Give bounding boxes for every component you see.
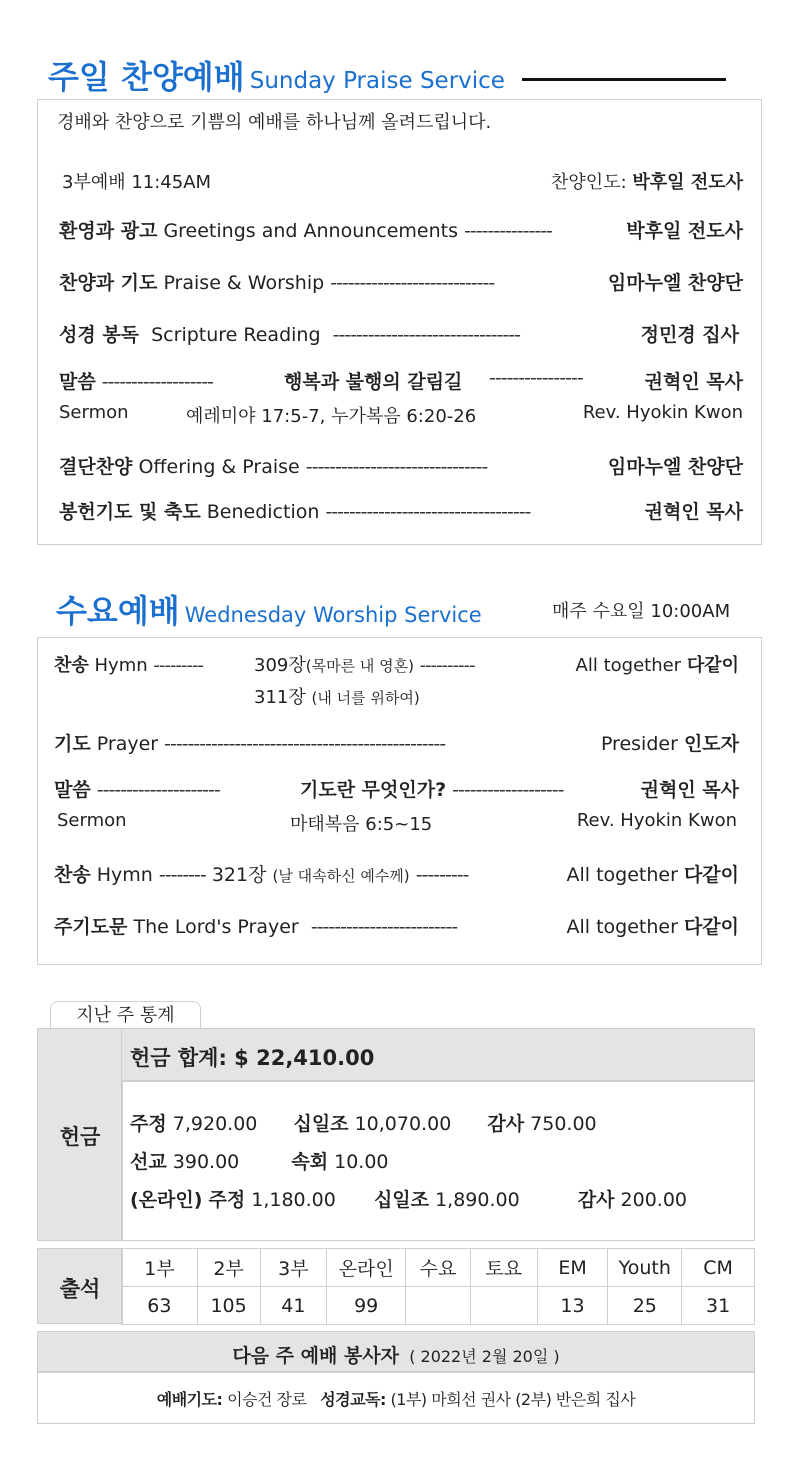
- leader-dashes: ----------------------------: [330, 272, 495, 294]
- offering-block: [37, 1028, 755, 1241]
- item-ko: 성경 봉독: [59, 324, 140, 346]
- hymn-name-2: (내 너를 위하여): [311, 689, 420, 707]
- sermon-row: [38, 367, 761, 397]
- wednesday-title: [56, 586, 482, 632]
- hymn-name: (목마른 내 영혼): [305, 657, 414, 675]
- title-rule: [522, 78, 726, 81]
- offering-value: 750.00: [530, 1113, 597, 1135]
- attendance-value: 105: [197, 1287, 260, 1325]
- order-item: [38, 452, 761, 482]
- item-ko: 찬양과 기도: [59, 272, 158, 294]
- item-ko: 환영과 광고: [59, 220, 158, 242]
- next-week-block: [37, 1331, 755, 1424]
- wed-sermon-passage: 마태복음 6:5~15: [290, 814, 433, 835]
- hymn-dashes-2: ----------: [419, 655, 475, 676]
- wednesday-title-en: Wednesday Worship Service: [184, 603, 482, 627]
- attendance-header: Youth: [608, 1249, 682, 1287]
- sermon-dashes-1: -------------------: [101, 371, 214, 393]
- lords-ko: 주기도문: [54, 916, 128, 938]
- hymn2-en: Hymn: [96, 864, 153, 886]
- item-en: Scripture Reading: [151, 324, 321, 346]
- attendance-label-cell: [37, 1248, 123, 1324]
- item-who: 임마누엘 찬양단: [607, 456, 743, 478]
- offering-key: 선교: [130, 1151, 167, 1173]
- item-ko: 봉헌기도 및 축도: [59, 501, 201, 523]
- attendance-header: 온라인: [327, 1249, 406, 1287]
- order-item: [38, 268, 761, 298]
- lords-who: 다같이: [683, 916, 739, 938]
- prayer-row: [38, 729, 761, 759]
- hymn-alt-row: [38, 683, 761, 713]
- hymn-row: [38, 651, 761, 681]
- attendance-value: 99: [327, 1287, 406, 1325]
- hymn2-who: 다같이: [683, 864, 739, 886]
- sermon-who-en: Rev. Hyokin Kwon: [582, 402, 743, 423]
- attendance-value: 31: [682, 1287, 755, 1325]
- lords-who-en: All together: [566, 916, 678, 938]
- online-prefix: (온라인): [130, 1189, 203, 1211]
- offering-line-3: [130, 1185, 687, 1212]
- sunday-box: [37, 99, 762, 545]
- offering-key: 십일조: [373, 1189, 430, 1211]
- attendance-value: [470, 1287, 537, 1325]
- attendance-header-row: [122, 1249, 755, 1287]
- offering-key: 감사: [487, 1113, 525, 1135]
- attendance-header: 수요: [406, 1249, 471, 1287]
- offering-label-cell: [37, 1028, 123, 1241]
- offering-key: 십일조: [293, 1113, 349, 1135]
- hymn-ko: 찬송: [54, 655, 89, 676]
- wed-sermon-dashes-1: ---------------------: [96, 779, 220, 801]
- sermon-who: 권혁인 목사: [644, 371, 743, 393]
- sunday-title-en: Sunday Praise Service: [249, 68, 505, 94]
- edu-duty-label: 성경교독:: [320, 1390, 386, 1409]
- attendance-table: [121, 1248, 755, 1325]
- offering-value: 390.00: [172, 1151, 240, 1173]
- attendance-value-row: [122, 1287, 755, 1325]
- item-en: Offering & Praise: [138, 456, 300, 478]
- sermon-detail: [38, 402, 761, 432]
- item-who: 박후일 전도사: [626, 220, 743, 242]
- wednesday-box: [37, 637, 762, 965]
- offering-key: 감사: [577, 1189, 615, 1211]
- edu-duty-text: (1부) 마희선 권사 (2부) 반은희 집사: [390, 1390, 636, 1409]
- attendance-value: 63: [122, 1287, 198, 1325]
- wed-sermon-detail: [38, 810, 761, 840]
- wed-sermon-who: 권혁인 목사: [640, 779, 739, 801]
- order-item: [38, 497, 761, 527]
- wednesday-title-ko: 수요예배: [56, 592, 180, 630]
- hymn-who-en: All together: [575, 655, 682, 676]
- wed-sermon-row: [38, 775, 761, 805]
- leader-name: 박후일 전도사: [632, 172, 743, 193]
- item-who: 임마누엘 찬양단: [607, 272, 743, 294]
- hymn2-row: [38, 860, 761, 890]
- item-ko: 결단찬양: [59, 456, 133, 478]
- prayer-who: 인도자: [683, 733, 739, 755]
- item-en: Greetings and Announcements: [163, 220, 459, 242]
- lords-prayer-row: [38, 912, 761, 942]
- offering-label: 헌금: [59, 1125, 101, 1149]
- sermon-en: Sermon: [59, 402, 129, 423]
- hymn2-dashes-2: ---------: [415, 864, 469, 886]
- attendance-header: 1부: [122, 1249, 198, 1287]
- hymn2-ko: 찬송: [54, 864, 91, 886]
- wed-sermon-who-en: Rev. Hyokin Kwon: [576, 810, 737, 831]
- leader-dashes: -----------------------------------: [325, 501, 531, 523]
- wed-sermon-title: 기도란 무엇인가?: [300, 779, 447, 801]
- leader-dashes: -------------------------------: [305, 456, 488, 478]
- attendance-header: CM: [682, 1249, 755, 1287]
- offering-total-cell: [121, 1028, 755, 1082]
- leader-dashes: --------------------------------: [332, 324, 521, 346]
- prayer-duty-name: 이승건 장로: [227, 1390, 307, 1409]
- attendance-header: 2부: [197, 1249, 260, 1287]
- offering-value: 7,920.00: [172, 1113, 258, 1135]
- hymn2-number: 321장: [211, 864, 267, 886]
- order-item: [38, 320, 761, 350]
- sermon-dashes-2: ----------------: [489, 367, 583, 389]
- attendance-value: 25: [608, 1287, 682, 1325]
- attendance-label: 출석: [59, 1277, 101, 1301]
- leader: [551, 168, 743, 194]
- offering-value: 10.00: [334, 1151, 389, 1173]
- sermon-title: 행복과 불행의 갈림길: [284, 371, 463, 393]
- sermon-ko: 말씀: [59, 371, 96, 393]
- attendance-value: 41: [260, 1287, 327, 1325]
- lords-dashes: -------------------------: [310, 916, 458, 938]
- offering-key: 주정: [130, 1113, 167, 1135]
- offering-total-label: 헌금 합계:: [130, 1046, 227, 1070]
- attendance-header: 3부: [260, 1249, 327, 1287]
- offering-line-2: [130, 1147, 389, 1174]
- leader-label: 찬양인도:: [551, 172, 627, 193]
- prayer-dashes: ------------------------------------------------: [164, 733, 446, 755]
- item-who: 정민경 집사: [640, 324, 739, 346]
- offering-value: 200.00: [620, 1189, 688, 1211]
- offering-line-1: [130, 1109, 597, 1136]
- attendance-block: [37, 1248, 755, 1324]
- offering-total-value: $ 22,410.00: [234, 1046, 375, 1070]
- order-item: [38, 216, 761, 246]
- attendance-value: 13: [537, 1287, 608, 1325]
- hymn-number: 309장: [254, 655, 306, 676]
- wednesday-schedule: 매주 수요일 10:00AM: [552, 601, 731, 622]
- sunday-title: [48, 52, 505, 98]
- prayer-who-en: Presider: [600, 733, 678, 755]
- hymn-number-2: 311장: [254, 687, 306, 708]
- sermon-passage: 예레미야 17:5-7, 누가복음 6:20-26: [186, 406, 477, 427]
- hymn2-name: (날 대속하신 예수께): [272, 867, 410, 885]
- sunday-title-ko: 주일 찬양예배: [48, 58, 245, 96]
- offering-detail-cell: [121, 1080, 755, 1241]
- wed-sermon-dashes-2: -------------------: [452, 779, 564, 801]
- next-week-header: [37, 1331, 755, 1373]
- hymn-dashes-1: ---------: [153, 655, 203, 676]
- offering-key: 속회: [291, 1151, 329, 1173]
- next-week-title: 다음 주 예배 봉사자: [232, 1345, 400, 1367]
- prayer-en: Prayer: [96, 733, 159, 755]
- offering-total: [130, 1042, 374, 1072]
- hymn2-who-en: All together: [566, 864, 678, 886]
- leader-dashes: ---------------: [464, 220, 552, 242]
- hymn-who: 다같이: [686, 655, 739, 676]
- lords-en: The Lord's Prayer: [133, 916, 299, 938]
- hymn2-dashes-1: --------: [158, 864, 206, 886]
- offering-value: 1,890.00: [435, 1189, 520, 1211]
- offering-value: 1,180.00: [251, 1189, 336, 1211]
- attendance-header: 토요: [470, 1249, 537, 1287]
- item-who: 권혁인 목사: [644, 501, 743, 523]
- next-week-date: ( 2022년 2월 20일 ): [409, 1347, 560, 1366]
- offering-key: 주정: [208, 1189, 246, 1211]
- stats-tab: [50, 1001, 201, 1029]
- item-en: Praise & Worship: [163, 272, 325, 294]
- hymn-en: Hymn: [94, 655, 148, 676]
- attendance-header: EM: [537, 1249, 608, 1287]
- stats-tab-label: 지난 주 통계: [76, 1005, 175, 1026]
- offering-value: 10,070.00: [354, 1113, 452, 1135]
- next-week-body: [37, 1371, 755, 1424]
- prayer-ko: 기도: [54, 733, 91, 755]
- attendance-value: [406, 1287, 471, 1325]
- wed-sermon-en: Sermon: [57, 810, 127, 831]
- item-en: Benediction: [206, 501, 320, 523]
- prayer-duty-label: 예배기도:: [156, 1390, 223, 1409]
- wed-sermon-ko: 말씀: [54, 779, 91, 801]
- sunday-intro: 경배와 찬양으로 기쁨의 예배를 하나님께 올려드립니다.: [57, 112, 492, 133]
- service-time: 3부예배 11:45AM: [62, 172, 212, 193]
